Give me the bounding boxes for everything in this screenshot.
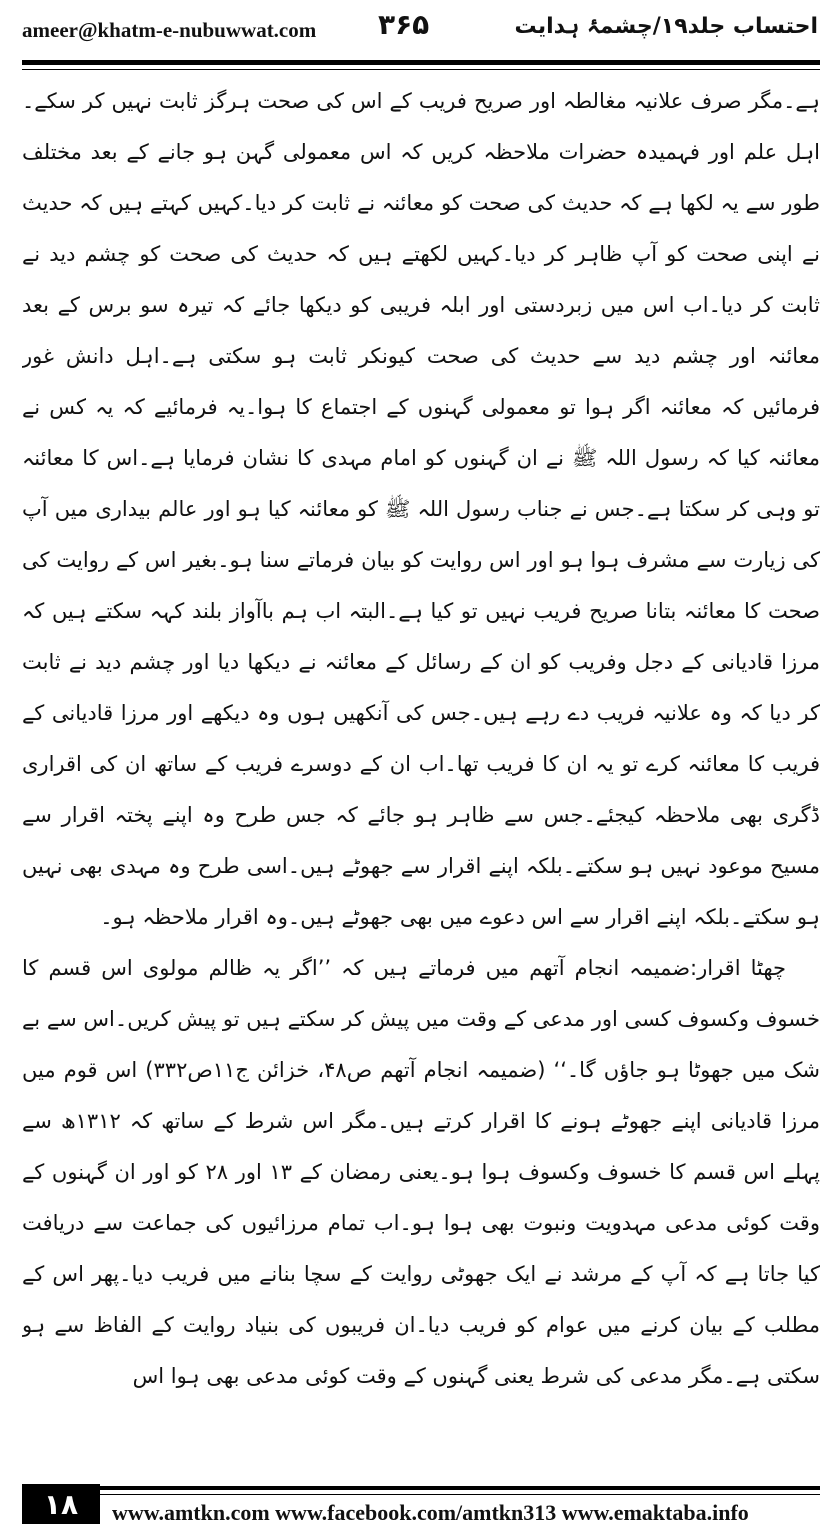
header-rule-thick xyxy=(22,60,820,65)
footer-rule-thick xyxy=(22,1486,820,1490)
body-paragraph-1: ہے۔مگر صرف علانیہ مغالطہ اور صریح فریب کے اس کی صحت ہرگز ثابت نہیں کر سکے۔اہل علم اور فہمیدہ حضرات ملاحظہ کریں کہ اس معمولی گہن ہو جانے کے بعد مختلف طور سے یہ لکھا ہے کہ حدیث کی صحت کو معائنہ نے ثابت کر دیا۔کہیں کہتے ہیں کہ حدیث نے اپنی صحت کو آپ ظاہر کر دیا۔کہیں لکھتے ہیں کہ حدیث کی صحت کو چشم دید نے ثابت کر دیا۔اب اس میں زبردستی اور ابلہ فریبی کو دیکھا جائے کہ تیرہ سو برس کے بعد معائنہ اور چشم دید سے حدیث کی صحت کیونکر ثابت ہو سکتی ہے۔اہل دانش غور فرمائیں کہ معائنہ اگر ہوا تو معمولی گہنوں کے اجتماع کا ہوا۔یہ فرمائیے کہ یہ کس نے معائنہ کیا کہ رسول اللہ ﷺ نے ان گہنوں کو امام مہدی کا نشان فرمایا ہے۔اس کا معائنہ تو وہی کر سکتا ہے۔جس نے جناب رسول اللہ ﷺ کو معائنہ کیا ہو اور عالم بیداری میں آپ کی زیارت سے مشرف ہوا ہو اور اس روایت کو بیان فرماتے سنا ہو۔بغیر اس کے روایت کی صحت کا معائنہ بتانا صریح فریب نہیں تو کیا ہے۔البتہ اب ہم باآواز بلند کہہ سکتے ہیں کہ مرزا قادیانی کے دجل وفریب کو ان کے رسائل کے معائنہ نے دیکھا دیا اور چشم دید نے ثابت کر دیا کہ وہ علانیہ فریب دے رہے ہیں۔جس کی آنکھیں ہوں وہ دیکھے اور مرزا قادیانی کے فریب کا معائنہ کرے تو یہ ان کا فریب تھا۔اب ان کے دوسرے فریب کے ساتھ ان کی اقراری ڈگری بھی ملاحظہ کیجئے۔جس سے ظاہر ہو جائے کہ جس طرح وہ اپنے پختہ اقرار سے مسیح موعود نہیں ہو سکتے۔بلکہ اپنے اقرار سے جھوٹے ہیں۔اسی طرح وہ مہدی بھی نہیں ہو سکتے۔بلکہ اپنے اقرار سے اس دعوے میں بھی جھوٹے ہیں۔وہ اقرار ملاحظہ ہو۔ xyxy=(22,89,820,929)
page-header xyxy=(0,0,840,64)
header-page-number: ۳۶۵ xyxy=(378,8,430,41)
header-title: احتساب جلد۱۹/چشمۂ ہدایت xyxy=(514,14,818,39)
header-email: ameer@khatm-e-nubuwwat.com xyxy=(22,18,317,42)
footer-urls: www.amtkn.com www.facebook.com/amtkn313 www.emaktaba.info xyxy=(112,1500,749,1525)
footer-page-number: ۱۸ xyxy=(22,1484,100,1524)
page-body xyxy=(22,76,820,1466)
body-paragraph-2: چھٹا اقرار:ضمیمہ انجام آتھم میں فرماتے ہیں کہ ’’اگر یہ ظالم مولوی اس قسم کا خسوف وکسوف کسی اور مدعی کے وقت میں پیش کر سکتے ہیں تو پیش کریں۔اس سے بے شک میں جھوٹا ہو جاؤں گا۔‘‘ (ضمیمہ انجام آتھم ص۴۸، خزائن ج۱۱ص۳۳۲) اس قوم میں مرزا قادیانی اپنے جھوٹے ہونے کا اقرار کرتے ہیں۔مگر اس شرط کے ساتھ کہ ۱۳۱۲ھ سے پہلے اس قسم کا خسوف وکسوف ہوا ہو۔یعنی رمضان کے ۱۳ اور ۲۸ کو اور ان گہنوں کے وقت کوئی مدعی مہدویت ونبوت بھی ہوا ہو۔اب تمام مرزائیوں کی جماعت سے دریافت کیا جاتا ہے کہ آپ کے مرشد نے ایک جھوٹی روایت کے سچا بنانے میں فریب دیا۔پھر اس کے مطلب کے بیان کرنے میں عوام کو فریب دیا۔ان فریبوں کی بنیاد روایت کے الفاظ سے ہو سکتی ہے۔مگر مدعی کی شرط یعنی گہنوں کے وقت کوئی مدعی بھی ہوا اس xyxy=(22,956,820,1388)
page-footer xyxy=(0,1482,840,1540)
footer-rule-thin xyxy=(22,1494,820,1495)
header-rule-thin xyxy=(22,69,820,70)
